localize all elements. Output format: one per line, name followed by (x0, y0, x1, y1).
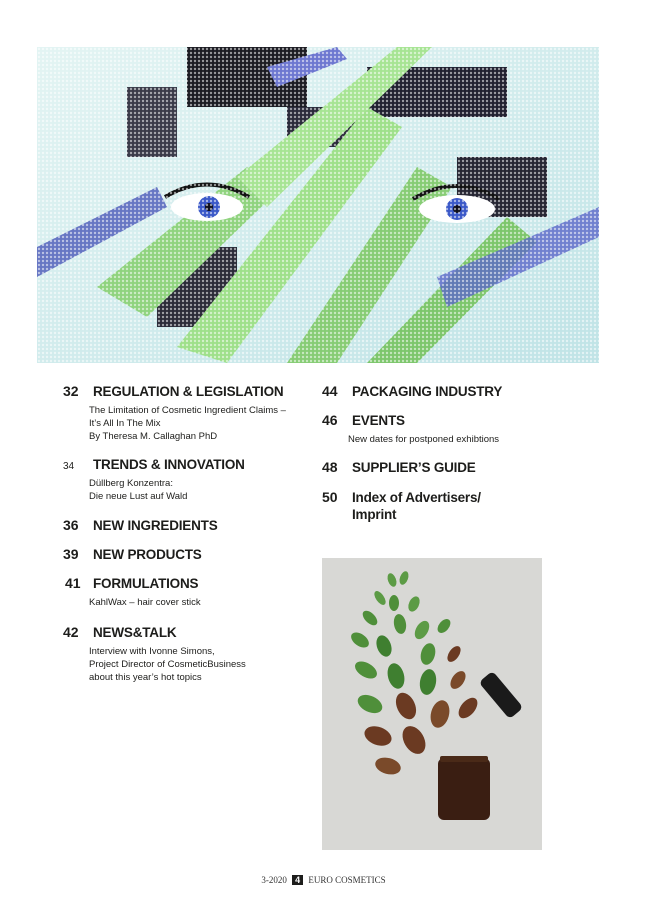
amber-jar (438, 758, 490, 820)
description-line: Die neue Lust auf Wald (89, 491, 188, 502)
page-number: 42 (63, 624, 79, 640)
issue-label: 3-2020 (261, 875, 287, 885)
section-title: REGULATION & LEGISLATION (93, 384, 284, 399)
description-line: New dates for postponed exhibtions (348, 434, 500, 445)
page-number: 48 (322, 459, 338, 475)
section-title: TRENDS & INNOVATION (93, 457, 245, 472)
toc-entry-new-products[interactable] (63, 546, 202, 562)
toc-entry-new-ingredients[interactable] (63, 517, 218, 533)
page-number: 39 (63, 546, 79, 562)
description-line: about this year’s hot topics (89, 672, 202, 683)
toc-entry-trends[interactable] (63, 457, 245, 503)
page-number: 46 (322, 412, 338, 428)
section-title: NEW INGREDIENTS (93, 518, 218, 533)
toc-entry-regulation[interactable] (63, 383, 286, 443)
toc-entry-suppliers-guide[interactable] (322, 459, 476, 475)
toc-entry-index-advertisers[interactable] (322, 489, 481, 522)
section-title: NEWS&TALK (93, 625, 177, 640)
page-number-box: 4 (292, 875, 303, 885)
hero-collage-image (37, 47, 599, 363)
description-line: Düllberg Konzentra: (89, 478, 173, 489)
page-number: 34 (63, 461, 75, 472)
leaves-jar-art (322, 558, 542, 850)
description-line: The Limitation of Cosmetic Ingredient Claims – (89, 405, 286, 416)
description-line: Interview with Ivonne Simons, (89, 646, 215, 657)
page-number: 36 (63, 517, 79, 533)
toc-entry-events[interactable] (322, 412, 499, 446)
section-title-continued: Imprint (352, 507, 397, 522)
section-description (89, 404, 286, 443)
magazine-name: EURO COSMETICS (308, 875, 386, 885)
hero-collage-art (37, 47, 599, 363)
section-description (89, 645, 246, 684)
toc-entry-news-talk[interactable] (63, 624, 246, 684)
section-title: EVENTS (352, 413, 405, 428)
page-footer (0, 875, 647, 885)
description-line: Project Director of CosmeticBusiness (89, 659, 246, 670)
page-number: 50 (322, 489, 338, 505)
description-line: By Theresa M. Callaghan PhD (89, 431, 218, 442)
page-number: 32 (63, 383, 79, 399)
section-description (89, 477, 245, 503)
description-line: KahlWax – hair cover stick (89, 597, 201, 608)
description-line: It’s All In The Mix (89, 418, 161, 429)
section-title: Index of Advertisers/ (352, 490, 481, 505)
section-title: SUPPLIER’S GUIDE (352, 460, 476, 475)
section-description (89, 596, 201, 609)
toc-entry-formulations[interactable] (65, 575, 201, 609)
section-description (348, 433, 499, 446)
section-title: PACKAGING INDUSTRY (352, 384, 503, 399)
leaves-jar-photo (322, 558, 542, 850)
section-title: FORMULATIONS (93, 576, 199, 591)
page-number: 44 (322, 383, 338, 399)
section-title: NEW PRODUCTS (93, 547, 202, 562)
page-number: 41 (65, 575, 81, 591)
toc-entry-packaging[interactable] (322, 383, 502, 399)
